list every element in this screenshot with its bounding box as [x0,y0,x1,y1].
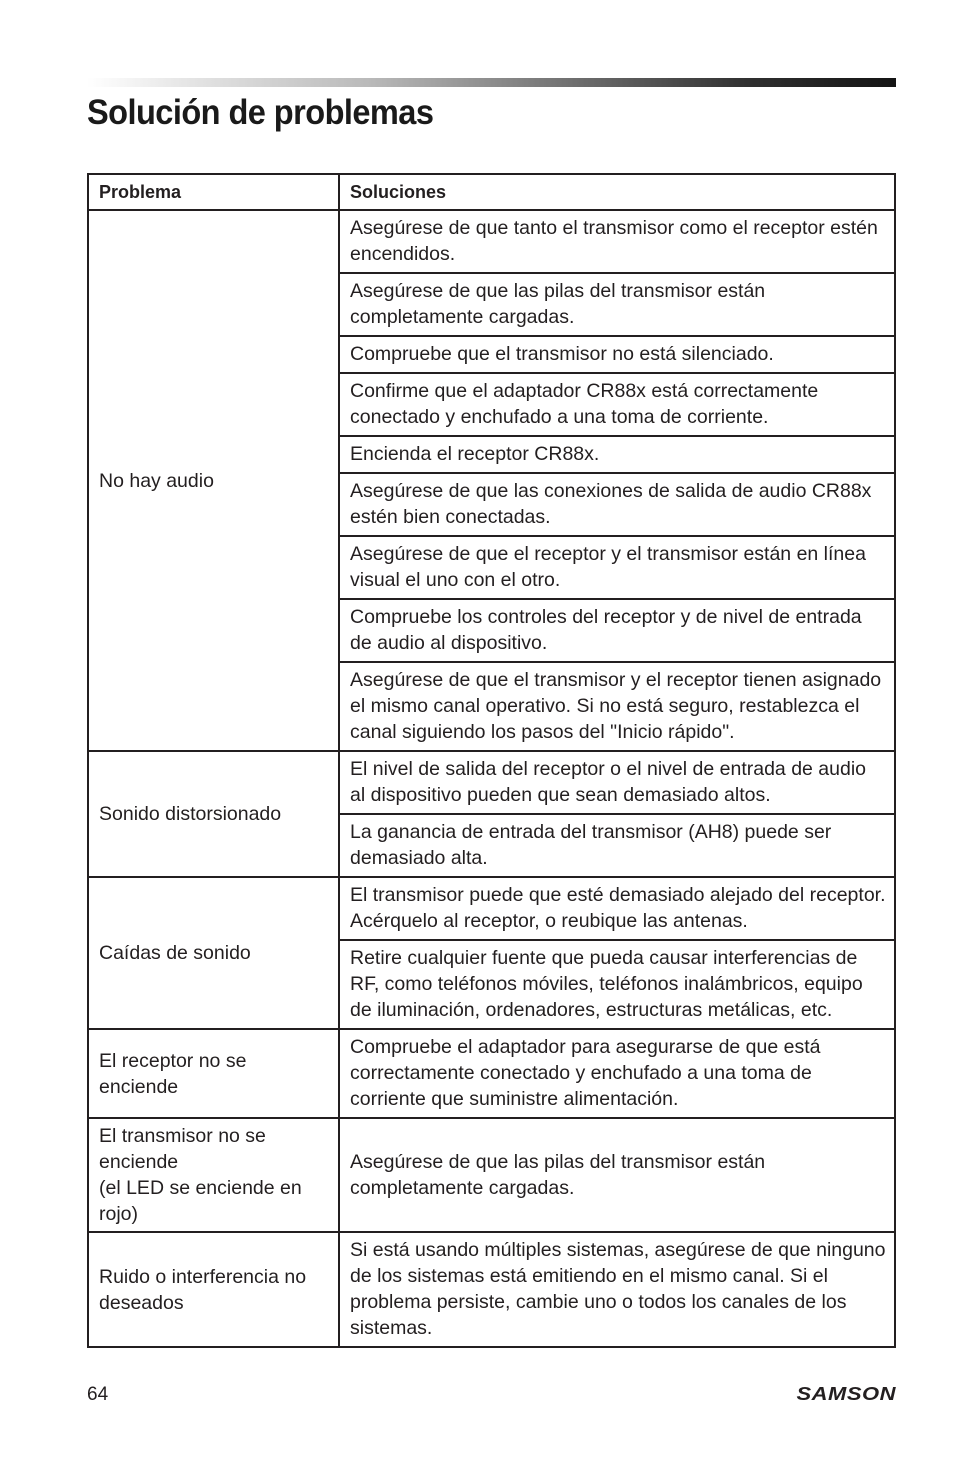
problem-cell: Caídas de sonido [88,877,339,1029]
table-row [88,751,895,814]
solution-cell: El nivel de salida del receptor o el nivel de entrada de audio al dispositivo pueden que sean demasiado altos. [339,751,895,814]
page-title: Solución de problemas [87,93,434,132]
solution-cell: Compruebe que el transmisor no está silenciado. [339,336,895,373]
header-solutions: Soluciones [339,174,895,210]
table-row [88,877,895,940]
solution-cell: Retire cualquier fuente que pueda causar interferencias de RF, como teléfonos móviles, teléfonos inalámbricos, equipo de iluminación, ordenadores, estructuras metálicas, etc. [339,940,895,1029]
solution-cell: Confirme que el adaptador CR88x está correctamente conectado y enchufado a una toma de corriente. [339,373,895,436]
solution-cell: Asegúrese de que tanto el transmisor como el receptor estén encendidos. [339,210,895,273]
problem-cell: Sonido distorsionado [88,751,339,877]
solution-cell: Compruebe el adaptador para asegurarse de que está correctamente conectado y enchufado a una toma de corriente que suministre alimentación. [339,1029,895,1118]
solution-cell: Encienda el receptor CR88x. [339,436,895,473]
problem-cell: El receptor no se enciende [88,1029,339,1118]
problem-cell: El transmisor no se enciende (el LED se enciende en rojo) [88,1118,339,1232]
samson-logo: SAMSON [796,1382,896,1405]
table-row [88,1118,895,1232]
solution-cell: Asegúrese de que el receptor y el transmisor están en línea visual el uno con el otro. [339,536,895,599]
solution-cell: Asegúrese de que el transmisor y el receptor tienen asignado el mismo canal operativo. Si no está seguro, restablezca el canal siguiendo los pasos del "Inicio rápido". [339,662,895,751]
solution-cell: Asegúrese de que las pilas del transmisor están completamente cargadas. [339,273,895,336]
table-row [88,210,895,273]
solution-cell: Asegúrese de que las conexiones de salida de audio CR88x estén bien conectadas. [339,473,895,536]
table-row [88,1029,895,1118]
solution-cell: Asegúrese de que las pilas del transmisor están completamente cargadas. [339,1118,895,1232]
problem-cell: No hay audio [88,210,339,751]
troubleshooting-table [87,173,896,1348]
header-gradient-rule [87,78,896,87]
solution-cell: Si está usando múltiples sistemas, asegúrese de que ninguno de los sistemas está emitiendo en el mismo canal. Si el problema persiste, cambie uno o todos los canales de los sistemas. [339,1232,895,1347]
page-number: 64 [87,1384,109,1405]
problem-cell: Ruido o interferencia no deseados [88,1232,339,1347]
table-header-row [88,174,895,210]
solution-cell: Compruebe los controles del receptor y de nivel de entrada de audio al dispositivo. [339,599,895,662]
solution-cell: El transmisor puede que esté demasiado alejado del receptor. Acérquelo al receptor, o reubique las antenas. [339,877,895,940]
solution-cell: La ganancia de entrada del transmisor (AH8) puede ser demasiado alta. [339,814,895,877]
table-row [88,1232,895,1347]
header-problem: Problema [88,174,339,210]
